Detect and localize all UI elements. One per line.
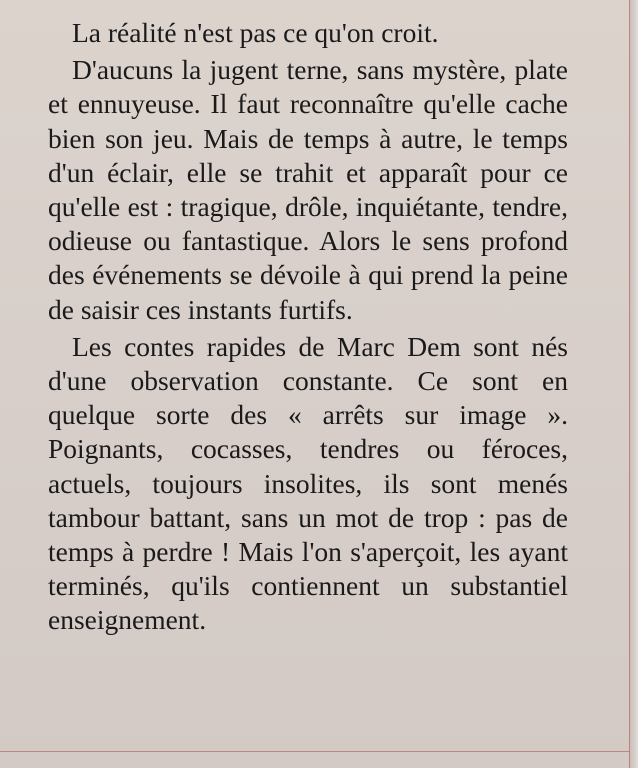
blurb-text bbox=[48, 16, 568, 638]
bottom-border-rule bbox=[0, 751, 630, 752]
paragraph-intro: La réalité n'est pas ce qu'on croit. bbox=[72, 17, 439, 48]
page-edge bbox=[630, 0, 638, 768]
paragraph-stories: Les contes rapides de Marc Dem sont nés d'une observation constante. Ce sont en quelque sorte des « arrêts sur image ». Poignants, cocasses, tendres ou féroces, actuels, toujours insolites, ils sont menés tambour battant, sans un mot de trop : pas de temps à perdre ! Mais l'on s'aperçoit, les ayant terminés, qu'ils contiennent un substantiel enseignement. bbox=[48, 330, 568, 636]
paragraph-reality: D'aucuns la jugent terne, sans mystère, plate et ennuyeuse. Il faut reconnaître qu'elle cache bien son jeu. Mais de temps à autre, le temps d'un éclair, elle se trahit et apparaît pour ce qu'elle est : tragique, drôle, inquiétante, tendre, odieuse ou fantastique. Alors le sens profond des événements se dévoile à qui prend la peine de saisir ces instants furtifs. bbox=[48, 54, 568, 325]
